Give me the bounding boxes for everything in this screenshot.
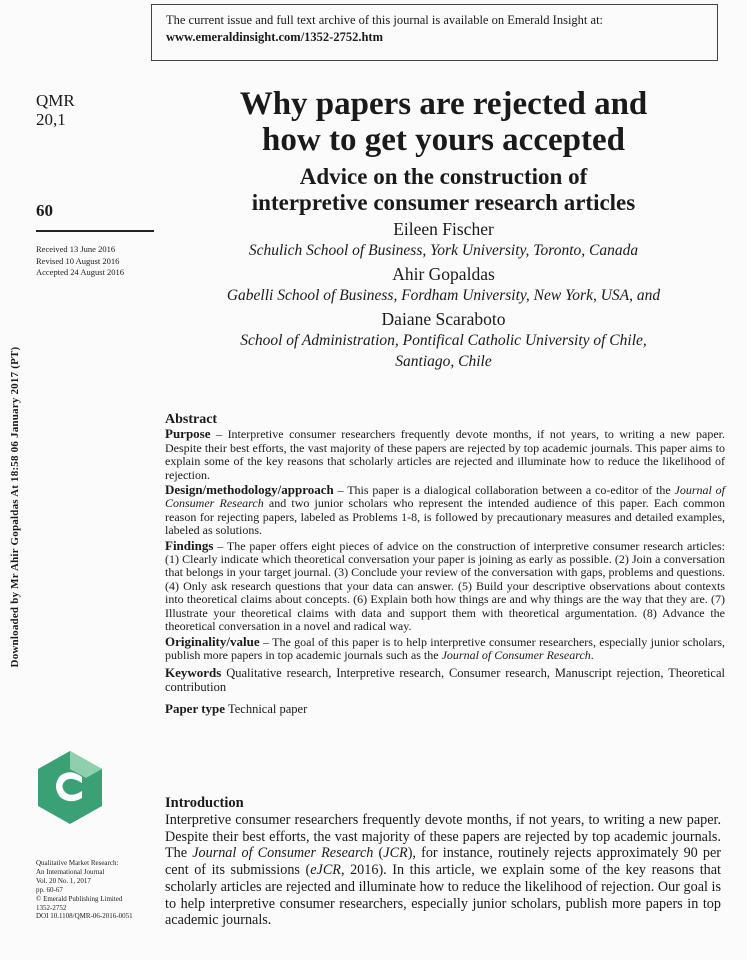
keywords bbox=[165, 666, 725, 694]
doi-link[interactable]: DOI 10.1108/QMR-06-2016-0051 bbox=[36, 912, 133, 921]
jcr-abbrev: JCR bbox=[383, 845, 408, 862]
journal-code bbox=[36, 91, 75, 129]
title-block bbox=[160, 86, 727, 372]
abstract-design bbox=[165, 483, 725, 538]
submission-dates bbox=[36, 244, 124, 279]
intro-text: Interpretive consumer researchers frequently devote months, if not years, to writing a new paper. Despite their best efforts, the vast majority of these papers are rejected by top academic journals. The bbox=[165, 812, 721, 862]
author-affiliation: Santiago, Chile bbox=[395, 353, 492, 370]
introduction-heading: Introduction bbox=[165, 795, 244, 811]
page-rule bbox=[36, 230, 154, 232]
journal-info-line: Qualitative Market Research: bbox=[36, 859, 119, 867]
journal-name: Journal of Consumer Research bbox=[441, 647, 591, 662]
design-text: and two junior scholars who represent the intended audience of this paper. Each common reason for rejecting papers, labeled as Problems 1-8, is followed by precautionary measures and detailed examples, labeled as solutions. bbox=[165, 496, 725, 538]
purpose-text: – Interpretive consumer researchers frequently devote months, if not years, to writing a new paper. Despite their best efforts, the vast majority of these papers are rejected by top academic journals. This paper aims to explain some of the key reasons that scholarly articles are rejected and illuminate how to reduce the likelihood of rejection. bbox=[165, 427, 725, 482]
received-date: Received 13 June 2016 bbox=[36, 244, 116, 254]
journal-info-line: © Emerald Publishing Limited bbox=[36, 894, 123, 903]
abstract-findings bbox=[165, 539, 725, 634]
paper-type-text: Technical paper bbox=[225, 702, 308, 717]
journal-info-line: 1352-2752 bbox=[36, 903, 67, 912]
access-notice-text: The current issue and full text archive of this journal is available on Emerald Insight at: bbox=[166, 13, 604, 27]
keywords-text: Qualitative research, Interpretive research, Consumer research, Manuscript rejection, Theoretical contribution bbox=[165, 666, 725, 694]
originality-text: – The goal of this paper is to help interpretive consumer researchers, especially junior scholars, publish more papers in top academic journals such as the bbox=[165, 634, 725, 662]
introduction-paragraph bbox=[165, 812, 721, 929]
abstract-heading: Abstract bbox=[165, 412, 218, 427]
journal-info-line: An International Journal bbox=[36, 867, 105, 876]
originality-label: Originality/value bbox=[165, 633, 260, 649]
keywords-label: Keywords bbox=[165, 665, 222, 681]
article-subtitle bbox=[160, 164, 727, 216]
intro-text: ( bbox=[373, 845, 384, 862]
download-watermark: Downloaded by Mr Ahir Gopaldas At 18:58 06 January 2017 (PT) bbox=[9, 346, 21, 668]
abstract bbox=[165, 413, 725, 718]
originality-text: . bbox=[590, 647, 594, 662]
author-name: Eileen Fischer bbox=[393, 219, 494, 239]
journal-info-line: pp. 60-67 bbox=[36, 885, 63, 894]
journal-info-line: Vol. 20 No. 1, 2017 bbox=[36, 876, 91, 885]
ejcr-citation: eJCR bbox=[310, 862, 341, 879]
paper-type bbox=[165, 702, 725, 716]
access-notice-box bbox=[151, 4, 718, 61]
design-label: Design/methodology/approach bbox=[165, 482, 334, 498]
findings-text: – The paper offers eight pieces of advice on the construction of interpretive consumer research articles: (1) Clearly indicate which theoretical conversation your paper is joining as early as possible. (2) Join a conversation that belongs in your target journal. (3) Conclude your review of the conversation with gaps, problems and questions. (4) Only ask research questions that your data can answer. (5) Build your descriptive observations about contexts into theoretical claims about concepts. (6) Explain both how things are and why things are the way that they are. (7) Illustrate your theoretical claims with data and support them with theoretical argumentation. (8) Advance the theoretical conversation in a novel and radical way. bbox=[165, 538, 725, 634]
introduction-section bbox=[165, 795, 721, 929]
abstract-originality bbox=[165, 635, 725, 663]
article-title bbox=[160, 86, 727, 158]
intro-text: ), for instance, routinely rejects approximately 90 per cent of its submissions ( bbox=[165, 845, 722, 879]
emerald-logo-icon bbox=[36, 750, 104, 825]
purpose-label: Purpose bbox=[165, 426, 211, 442]
journal-url-link[interactable]: www.emeraldinsight.com/1352-2752.htm bbox=[166, 30, 383, 44]
revised-date: Revised 10 August 2016 bbox=[36, 255, 120, 266]
article-subtitle-line-2: interpretive consumer research articles bbox=[251, 190, 636, 215]
author-affiliation: School of Administration, Pontifical Catholic University of Chile, bbox=[240, 332, 647, 349]
abstract-purpose bbox=[165, 427, 725, 482]
article-title-line-1: Why papers are rejected and bbox=[239, 86, 648, 122]
article-subtitle-line-1: Advice on the construction of bbox=[299, 164, 588, 189]
journal-citation-info bbox=[36, 859, 133, 921]
accepted-date: Accepted 24 August 2016 bbox=[36, 267, 125, 277]
design-text: – This paper is a dialogical collaboration between a co-editor of the bbox=[333, 483, 675, 498]
journal-volume: 20,1 bbox=[36, 110, 66, 129]
author-affiliation: Schulich School of Business, York University, Toronto, Canada bbox=[248, 242, 639, 259]
paper-type-label: Paper type bbox=[165, 701, 226, 717]
journal-abbrev: QMR bbox=[36, 91, 75, 110]
article-title-line-2: how to get yours accepted bbox=[262, 122, 625, 158]
journal-name: Journal of Consumer Research bbox=[192, 845, 374, 862]
findings-label: Findings bbox=[165, 537, 214, 553]
page-number: 60 bbox=[36, 201, 53, 220]
author-affiliation: Gabelli School of Business, Fordham University, New York, USA, and bbox=[226, 287, 661, 304]
journal-name: Journal of Consumer Research bbox=[165, 483, 725, 511]
author-name: Ahir Gopaldas bbox=[392, 264, 495, 284]
intro-text: , 2016). In this article, we explain some of the key reasons that scholarly articles are rejected and illuminate how to reduce the likelihood of rejection. Our goal is to help interpretive consumer researchers, especially junior scholars, publish more papers in top academic journals. bbox=[165, 862, 721, 929]
author-name: Daiane Scaraboto bbox=[381, 309, 506, 329]
